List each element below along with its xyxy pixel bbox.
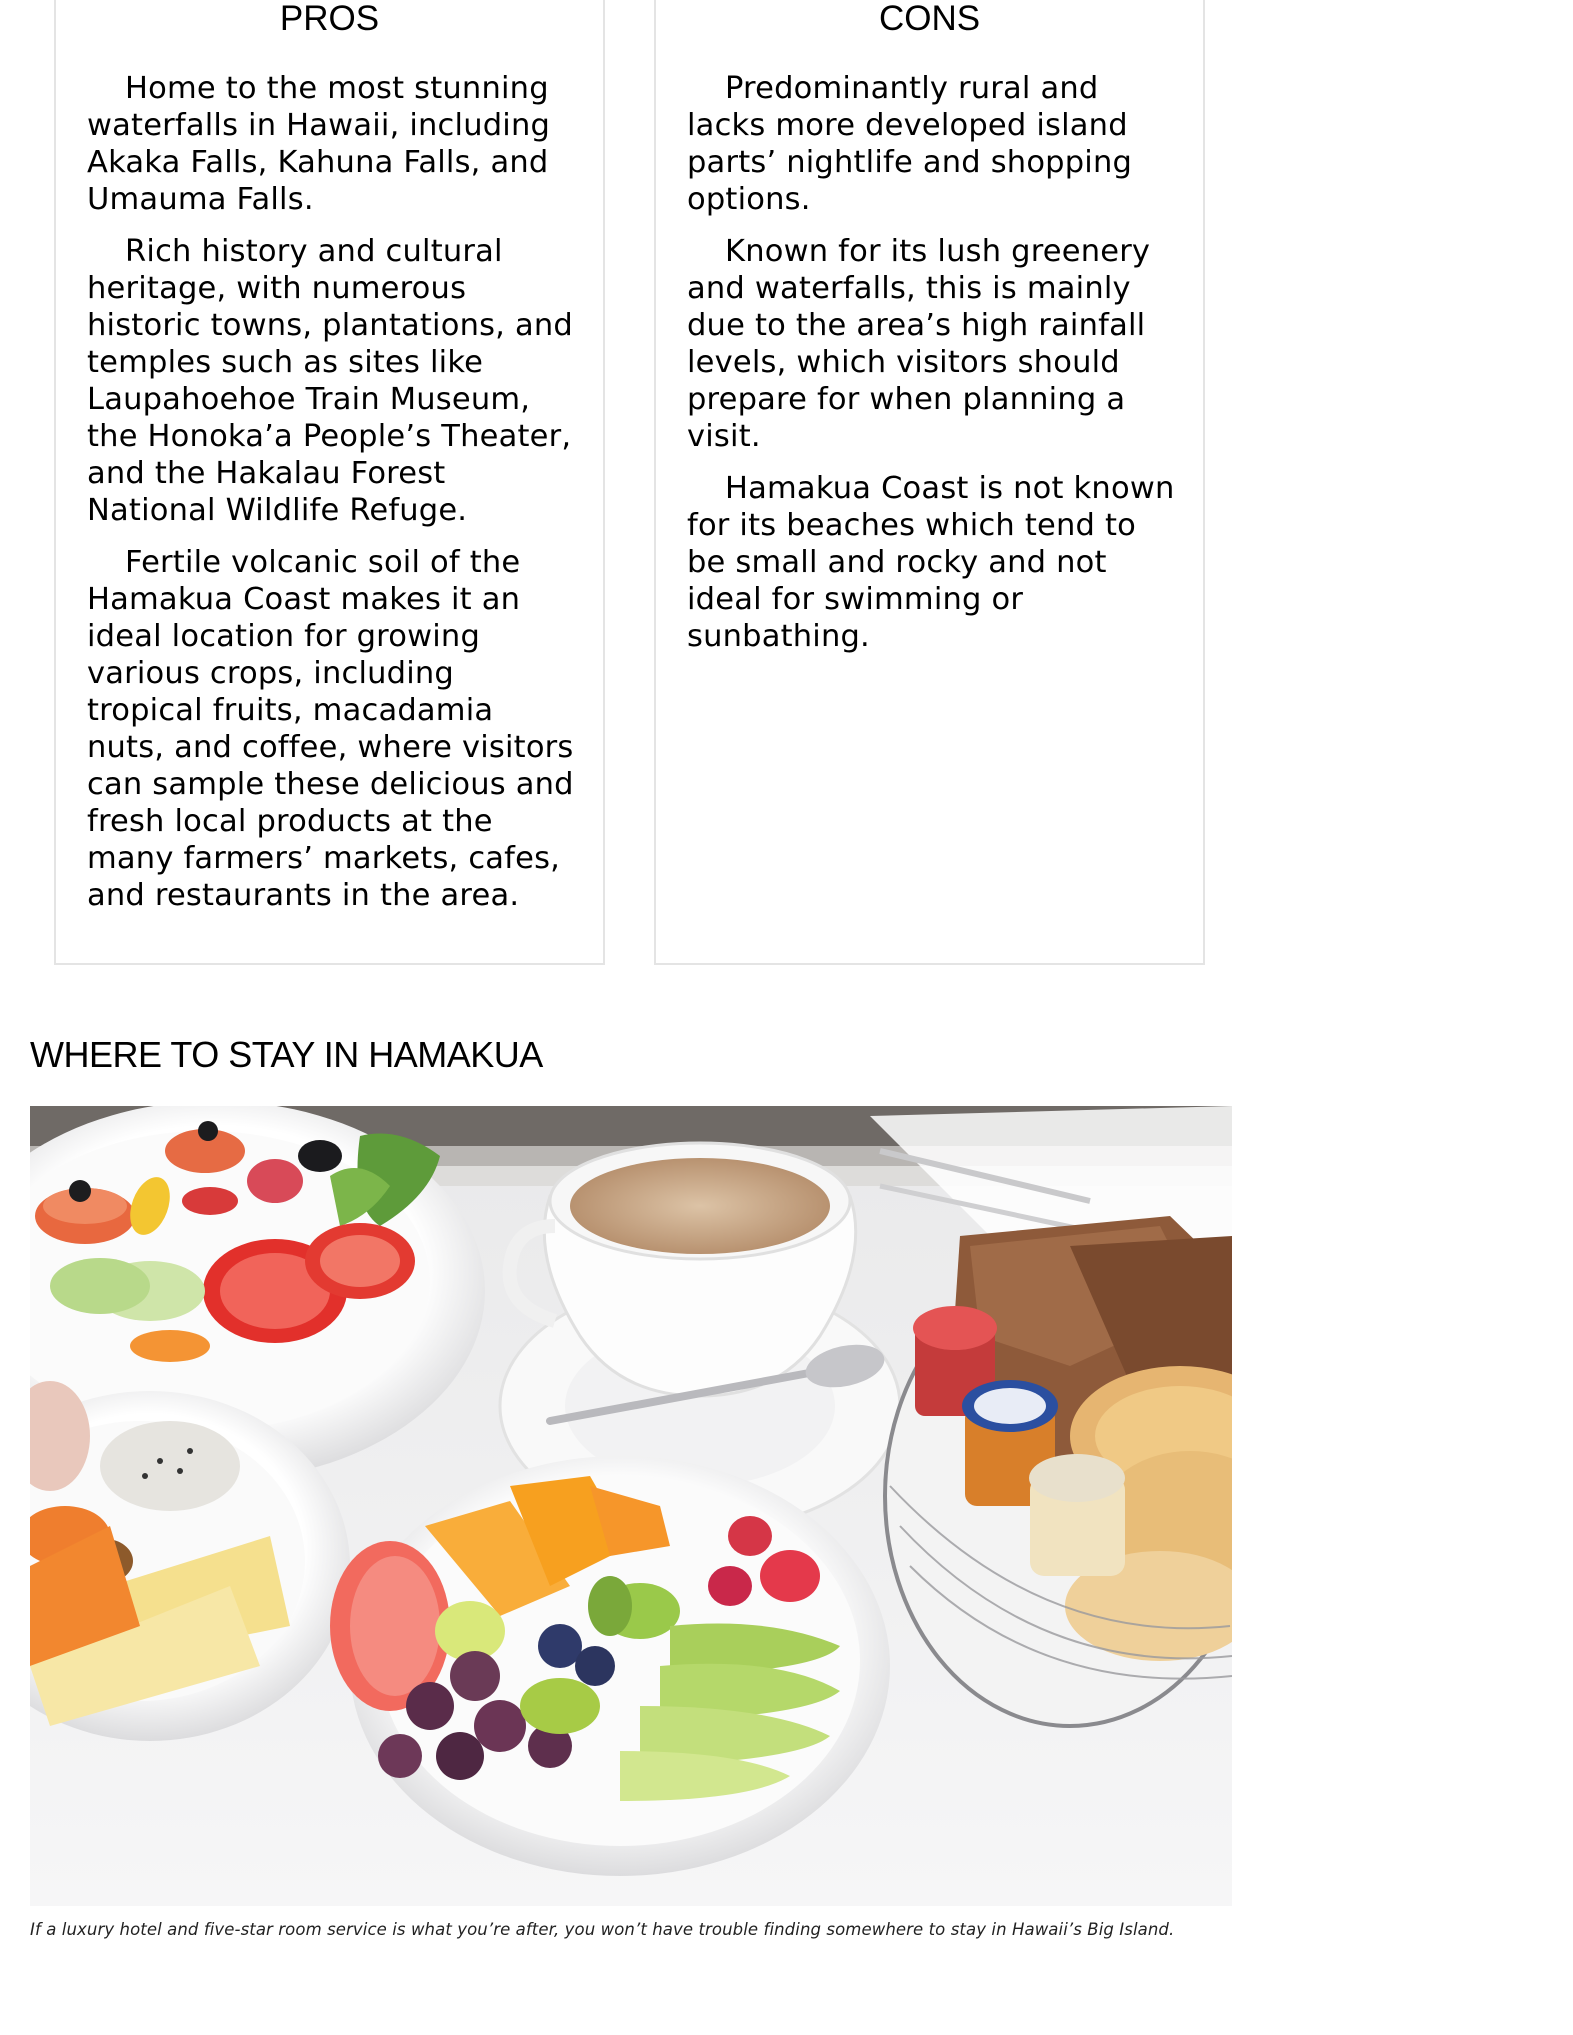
cons-heading: CONS <box>878 0 981 38</box>
pros-item: Rich history and cultural heritage, with numerous historic towns, plantations, and temples such as sites like Laupahoehoe Train Museum, the Honoka’a People’s Theater, and the Hakalau Forest National Wildlife Refuge. <box>87 234 573 528</box>
breakfast-photo <box>30 1106 1232 1906</box>
pros-item: Fertile volcanic soil of the Hamakua Coast makes it an ideal location for growing various crops, including tropical fruits, macadamia nuts, and coffee, where visitors can sample these delicious and fresh local products at the many farmers’ markets, cafes, and restaurants in the area. <box>87 545 574 913</box>
photo-caption: If a luxury hotel and five-star room service is what you’re after, you won’t have trouble finding somewhere to stay in Hawaii’s Big Island. <box>30 1920 1175 1939</box>
pros-heading: PROS <box>279 0 380 38</box>
cons-item: Hamakua Coast is not known for its beaches which tend to be small and rocky and not ideal for swimming or sunbathing. <box>687 471 1175 654</box>
pros-item: Home to the most stunning waterfalls in Hawaii, including Akaka Falls, Kahuna Falls, and Umauma Falls. <box>87 71 551 217</box>
section-heading: WHERE TO STAY IN HAMAKUA <box>30 1034 543 1075</box>
cons-column <box>654 0 1205 965</box>
cons-item: Predominantly rural and lacks more developed island parts’ nightlife and shopping options. <box>687 71 1133 217</box>
pros-column <box>54 0 605 965</box>
cons-item: Known for its lush greenery and waterfalls, this is mainly due to the area’s high rainfall levels, which visitors should prepare for when planning a visit. <box>687 234 1151 454</box>
